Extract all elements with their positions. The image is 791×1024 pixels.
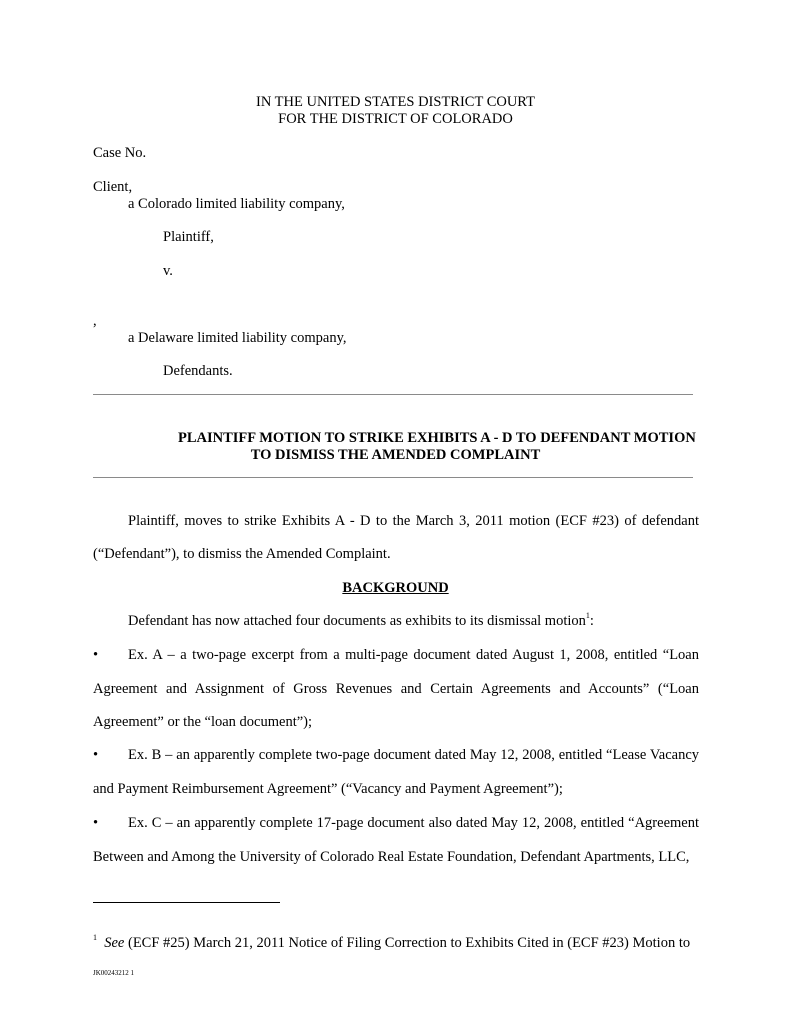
exhibit-a-line1: Ex. A – a two-page excerpt from a multi-page document dated August 1, 2008, entitled “Loan	[128, 647, 699, 663]
exhibit-c-line2: Between and Among the University of Colorado Real Estate Foundation, Defendant Apartments, LLC,	[93, 849, 690, 865]
footnote-ref-1: 1	[585, 611, 590, 620]
versus-label: v.	[163, 263, 173, 279]
bullet-b-marker: •	[93, 747, 99, 763]
plaintiff-role: Plaintiff,	[163, 229, 214, 245]
motion-title-line1: PLAINTIFF MOTION TO STRIKE EXHIBITS A - D TO DEFENDANT MOTION	[178, 430, 696, 446]
plaintiff-description: a Colorado limited liability company,	[128, 196, 345, 212]
court-name-line1: IN THE UNITED STATES DISTRICT COURT	[256, 94, 535, 110]
background-lead-text: Defendant has now attached four documents as exhibits to its dismissal motion	[128, 613, 586, 629]
footnote-1	[93, 935, 690, 952]
exhibit-b-line2: and Payment Reimbursement Agreement” (“Vacancy and Payment Agreement”);	[93, 781, 563, 797]
case-number: Case No.	[93, 145, 147, 161]
background-lead	[128, 613, 594, 630]
exhibit-a-line2: Agreement and Assignment of Gross Revenues and Certain Agreements and Accounts” (“Loan	[93, 681, 699, 697]
background-lead-colon: :	[589, 613, 594, 629]
document-id: JK00243212 1	[93, 969, 135, 977]
bullet-c-marker: •	[93, 815, 99, 831]
intro-line2: (“Defendant”), to dismiss the Amended Complaint.	[93, 546, 391, 562]
intro-line1: Plaintiff, moves to strike Exhibits A - D to the March 3, 2011 motion (ECF #23) of defendant	[128, 513, 699, 529]
background-heading: BACKGROUND	[342, 580, 449, 596]
court-name-line2: FOR THE DISTRICT OF COLORADO	[278, 111, 513, 127]
caption-divider-top	[93, 394, 693, 395]
plaintiff-name: Client,	[93, 179, 133, 195]
defendant-name: ,	[93, 313, 97, 329]
caption-divider-bottom	[93, 477, 693, 478]
footnote-text: (ECF #25) March 21, 2011 Notice of Filing Correction to Exhibits Cited in (ECF #23) Motion to	[124, 935, 691, 951]
bullet-a-marker: •	[93, 647, 99, 663]
footnote-number: 1	[93, 933, 97, 942]
exhibit-b-line1: Ex. B – an apparently complete two-page document dated May 12, 2008, entitled “Lease Vacancy	[128, 747, 699, 763]
exhibit-c-line1: Ex. C – an apparently complete 17-page document also dated May 12, 2008, entitled “Agreement	[128, 815, 699, 831]
footnote-signal: See	[104, 935, 125, 951]
defendant-role: Defendants.	[163, 363, 233, 379]
motion-title-line2: TO DISMISS THE AMENDED COMPLAINT	[250, 447, 541, 463]
defendant-description: a Delaware limited liability company,	[128, 330, 347, 346]
exhibit-a-line3: Agreement” or the “loan document”);	[93, 714, 313, 730]
footnote-separator	[93, 902, 280, 903]
